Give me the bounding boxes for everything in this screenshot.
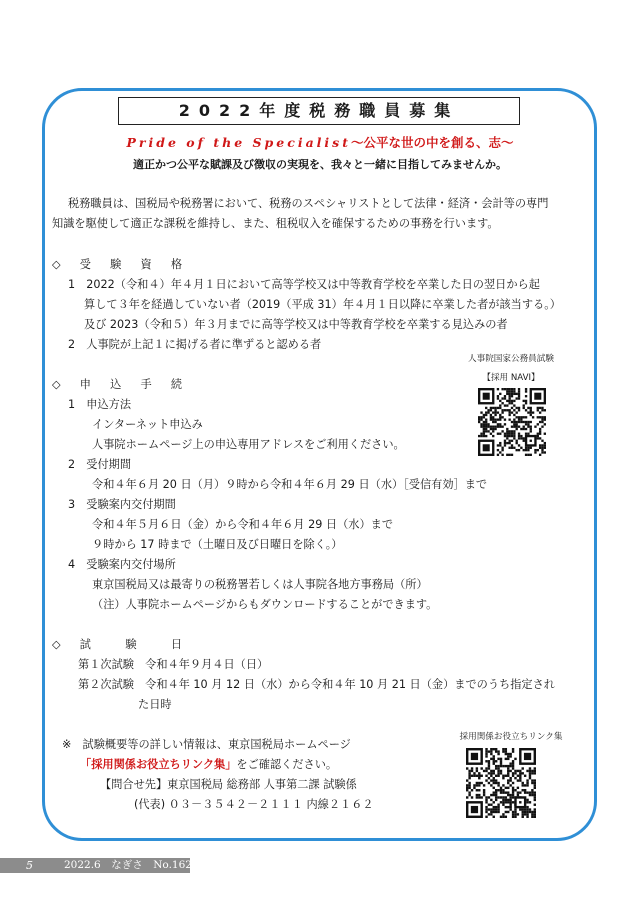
- subtitle: [0, 133, 640, 151]
- application-line: 2 受付期間: [68, 458, 132, 471]
- application-line: インターネット申込み: [92, 418, 203, 431]
- useful-links-link[interactable]: 「採用関係お役立ちリンク集」: [80, 758, 237, 771]
- application-line: 東京国税局又は最寄りの税務署若しくは人事院各地方事務局（所）: [92, 578, 428, 591]
- exam-date-heading: ◇ 試 験 日: [52, 638, 187, 651]
- exam-second-stage-cont: た日時: [138, 698, 172, 711]
- application-line: 令和４年５月６日（金）から令和４年６月 29 日（水）まで: [92, 518, 394, 531]
- qr1-caption-navi: 【採用 NAVI】: [482, 373, 540, 383]
- footer-issue: 2022.6 なぎさ No.162: [64, 859, 192, 871]
- intro-line-1: 税務職員は、国税局や税務署において、税務のスペシャリストとして法律・経済・会計等の専門: [68, 197, 549, 210]
- notice-line-2: 「採用関係お役立ちリンク集」をご確認ください。: [80, 758, 338, 771]
- application-heading: ◇ 申 込 手 続: [52, 378, 187, 391]
- application-line: 3 受験案内交付期間: [68, 498, 176, 511]
- subtitle-japanese: ～公平な世の中を創る、志～: [350, 135, 514, 150]
- subtitle-english: Pride of the Specialist: [126, 135, 351, 150]
- contact-line: 【問合せ先】東京国税局 総務部 人事第二課 試験係: [100, 778, 357, 791]
- qualification-item-1-line-3: 及び 2023（令和５）年３月までに高等学校又は中等教育学校を卒業する見込みの者: [84, 318, 508, 331]
- application-line: 4 受験案内交付場所: [68, 558, 176, 571]
- page-title: 2022年度税務職員募集: [118, 97, 520, 125]
- tagline: 適正かつ公平な賦課及び徴収の実現を、我々と一緒に目指してみませんか。: [133, 158, 507, 171]
- application-line: ９時から 17 時まで（土曜日及び日曜日を除く。）: [92, 538, 343, 551]
- exam-first-stage: 第１次試験 令和４年９月４日（日）: [78, 658, 269, 671]
- application-line: （注）人事院ホームページからもダウンロードすることができます。: [92, 598, 438, 611]
- qr-code-icon[interactable]: [478, 388, 546, 456]
- application-line: 1 申込方法: [68, 398, 132, 411]
- notice-line-1: ※ 試験概要等の詳しい情報は、東京国税局ホームページ: [62, 738, 351, 751]
- application-line: 令和４年６月 20 日（月）９時から令和４年６月 29 日（水）［受信有効］まで: [92, 478, 488, 491]
- phone-line: (代表) ０３－３５４２－２１１１ 内線２１６２: [134, 798, 374, 811]
- intro-line-2: 知識を駆使して適正な課税を維持し、また、租税収入を確保するための事務を行います。: [52, 217, 499, 230]
- qr1-caption: 人事院国家公務員試験: [468, 354, 554, 364]
- qr2-caption: 採用関係お役立ちリンク集: [459, 732, 563, 742]
- application-line: 人事院ホームページ上の申込専用アドレスをご利用ください。: [92, 438, 405, 451]
- qualification-item-1-line-1: 1 2022（令和４）年４月１日において高等学校又は中等教育学校を卒業した日の翌日から起: [68, 278, 540, 291]
- qualification-item-1-line-2: 算して３年を経過していない者（2019（平成 31）年４月１日以降に卒業した者が該当する。）: [84, 298, 561, 311]
- qualification-item-2: 2 人事院が上記１に掲げる者に準ずると認める者: [68, 338, 322, 351]
- exam-second-stage: 第２次試験 令和４年 10 月 12 日（水）から令和４年 10 月 21 日（金）までのうち指定され: [78, 678, 555, 691]
- qr-code-icon[interactable]: [466, 748, 536, 818]
- qualification-heading: ◇ 受 験 資 格: [52, 258, 187, 271]
- page-number: 5: [26, 859, 33, 872]
